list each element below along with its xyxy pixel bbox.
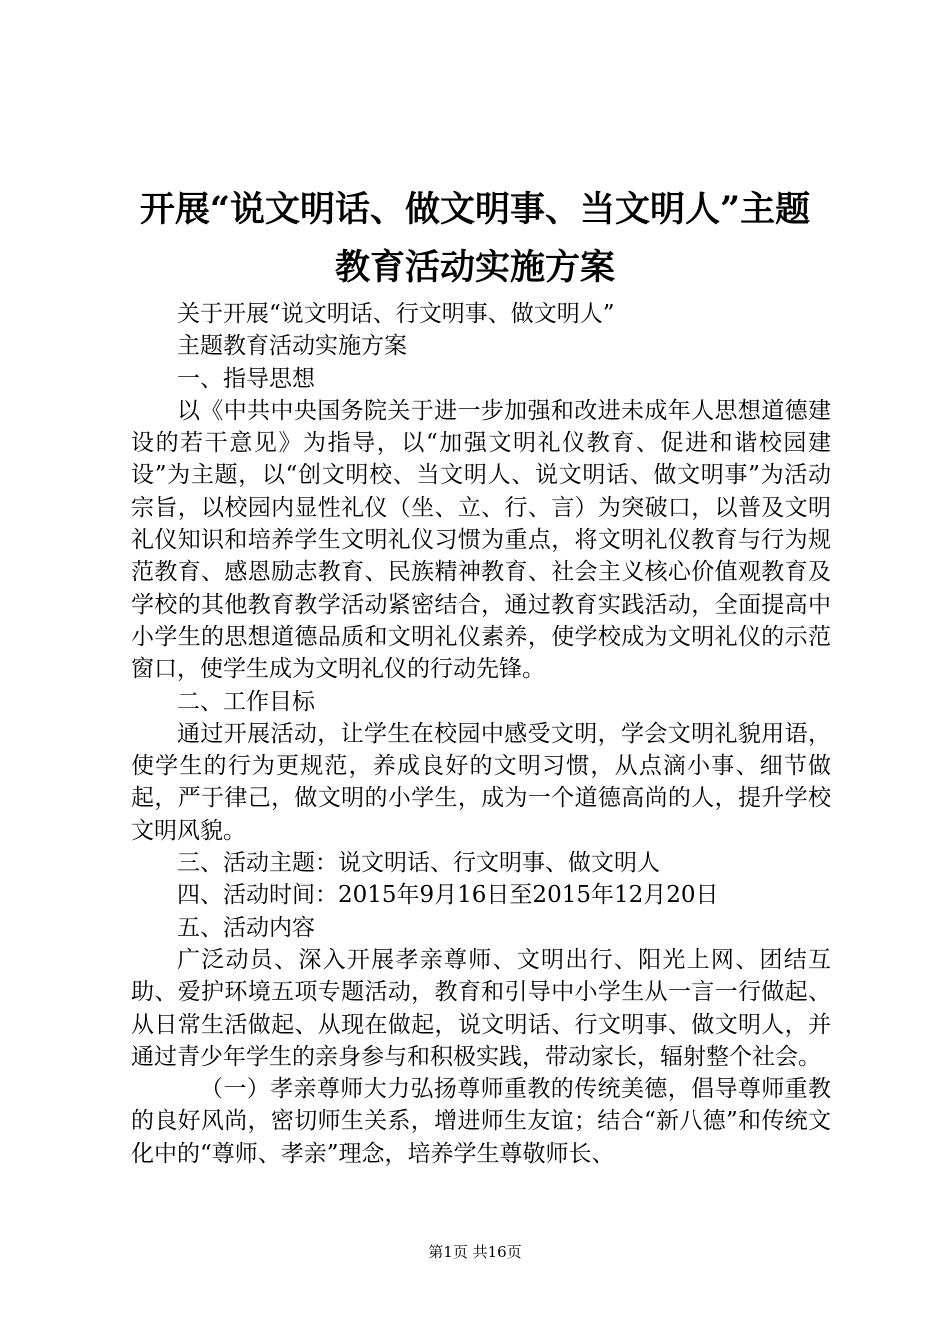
paragraph-work-goals: 通过开展活动，让学生在校园中感受文明，学会文明礼貌用语，使学生的行为更规范，养成良好的文明习惯，从点滴小事、细节做起，严于律己，做文明的小学生，成为一个道德高尚的人，提升学校文明风貌。 bbox=[131, 720, 831, 844]
paragraph-filial-respect: （一）孝亲尊师大力弘扬尊师重教的传统美德，倡导尊师重教的良好风尚，密切师生关系，增进师生友谊；结合“新八德”和传统文化中的“尊师、孝亲”理念，培养学生尊敬师长、 bbox=[131, 1076, 831, 1167]
document-title-line-1: 开展“说文明话、做文明事、当文明人”主题 bbox=[139, 189, 811, 230]
section-heading-activity-theme: 三、活动主题：说文明话、行文明事、做文明人 bbox=[177, 850, 660, 877]
paragraph-activity-content: 广泛动员、深入开展孝亲尊师、文明出行、阳光上网、团结互助、爱护环境五项专题活动，教育和引导中小学生从一言一行做起、从日常生活做起、从现在做起，说文明话、行文明事、做文明人，并通过青少年学生的亲身参与和积极实践，带动家长，辐射整个社会。 bbox=[131, 946, 831, 1070]
section-heading-work-goals: 二、工作目标 bbox=[177, 688, 315, 715]
section-heading-guiding-ideology: 一、指导思想 bbox=[177, 365, 315, 392]
section-heading-activity-content: 五、活动内容 bbox=[177, 914, 315, 941]
page-footer: 第1页 共16页 bbox=[428, 1243, 522, 1261]
subtitle-line-1: 关于开展“说文明话、行文明事、做文明人” bbox=[177, 301, 615, 327]
paragraph-guiding-ideology: 以《中共中央国务院关于进一步加强和改进未成年人思想道德建设的若干意见》为指导，以“加强文明礼仪教育、促进和谐校园建设”为主题，以“创文明校、当文明人、说文明话、做文明事”为活动宗旨，以校园内显性礼仪（坐、立、行、言）为突破口，以普及文明礼仪知识和培养学生文明礼仪习惯为重点，将文明礼仪教育与行为规范教育、感恩励志教育、民族精神教育、社会主义核心价值观教育及学校的其他教育教学活动紧密结合，通过教育实践活动，全面提高中小学生的思想道德品质和文明礼仪素养，使学校成为文明礼仪的示范窗口，使学生成为文明礼仪的行动先锋。 bbox=[131, 397, 831, 683]
section-heading-activity-time: 四、活动时间：2015年9月16日至2015年12月20日 bbox=[177, 882, 719, 909]
document-title-line-2: 教育活动实施方案 bbox=[334, 247, 615, 288]
subtitle-line-2: 主题教育活动实施方案 bbox=[177, 333, 407, 360]
document-body bbox=[131, 298, 831, 1170]
